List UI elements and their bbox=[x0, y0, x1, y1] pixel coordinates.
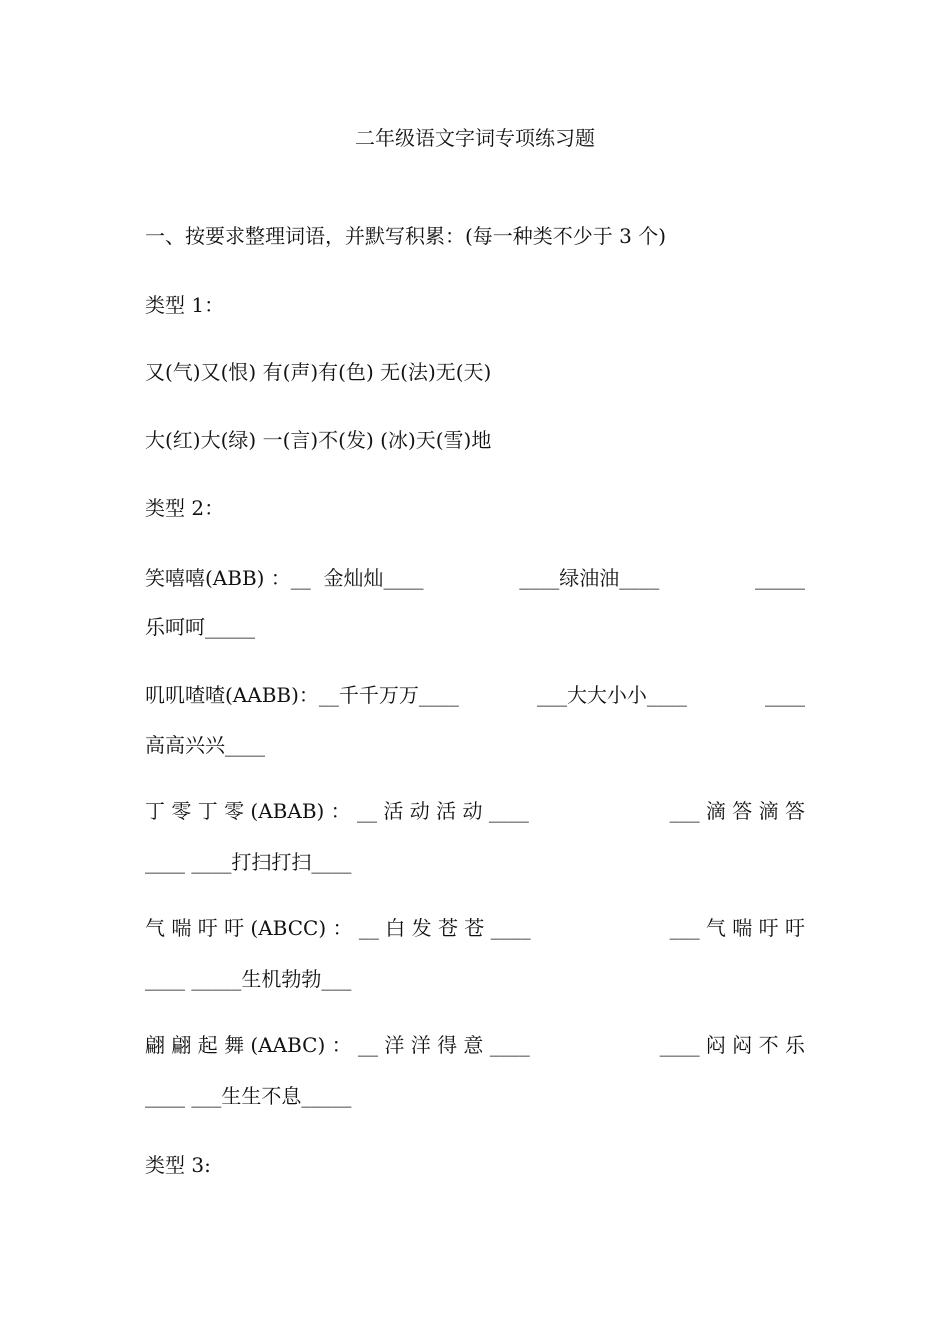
abb-item-1: 笑嘻嘻(ABB) ：__ 金灿灿____ bbox=[145, 566, 424, 590]
abcc-line-2: ____ _____生机勃勃___ bbox=[145, 967, 352, 991]
abb-item-3: _____ bbox=[754, 566, 805, 590]
type1-line-2: 大(红)大(绿) 一(言)不(发) (冰)天(雪)地 bbox=[145, 428, 492, 452]
type2-label: 类型 2： bbox=[145, 496, 225, 520]
aabb-item-3: ____ bbox=[764, 683, 805, 707]
aabb-line-1 bbox=[145, 681, 805, 709]
abb-line-2: 乐呵呵_____ bbox=[145, 615, 255, 639]
aabc-item-2: ____ 闷 闷 不 乐 bbox=[659, 1033, 805, 1057]
abb-line-1 bbox=[145, 564, 805, 592]
aabb-line-2: 高高兴兴____ bbox=[145, 733, 265, 757]
abab-line-1 bbox=[145, 797, 805, 825]
abcc-item-2: ___ 气 喘 吁 吁 bbox=[669, 916, 805, 940]
abab-line-2: ____ ____打扫打扫____ bbox=[145, 850, 352, 874]
aabc-line-2: ____ ___生生不息_____ bbox=[145, 1084, 352, 1108]
aabc-line-1 bbox=[145, 1031, 805, 1059]
abcc-item-1: 气 喘 吁 吁 (ABCC) ： __ 白 发 苍 苍 ____ bbox=[145, 916, 531, 940]
page-title: 二年级语文字词专项练习题 bbox=[355, 126, 595, 150]
abb-item-2: ____绿油油____ bbox=[519, 566, 660, 590]
type3-label: 类型 3: bbox=[145, 1153, 211, 1177]
type1-label: 类型 1： bbox=[145, 293, 225, 317]
abcc-line-1 bbox=[145, 914, 805, 942]
aabb-item-1: 叽叽喳喳(AABB)：__千千万万____ bbox=[145, 683, 459, 707]
type1-line-1: 又(气)又(恨) 有(声)有(色) 无(法)无(天) bbox=[145, 360, 492, 384]
abab-item-1: 丁 零 丁 零 (ABAB) ： __ 活 动 活 动 ____ bbox=[145, 799, 529, 823]
aabb-item-2: ___大大小小____ bbox=[536, 683, 687, 707]
section-heading: 一、按要求整理词语，并默写积累：(每一种类不少于 3 个) bbox=[145, 224, 667, 248]
abab-item-2: ___ 滴 答 滴 答 bbox=[669, 799, 805, 823]
aabc-item-1: 翩 翩 起 舞 (AABC) ： __ 洋 洋 得 意 ____ bbox=[145, 1033, 530, 1057]
